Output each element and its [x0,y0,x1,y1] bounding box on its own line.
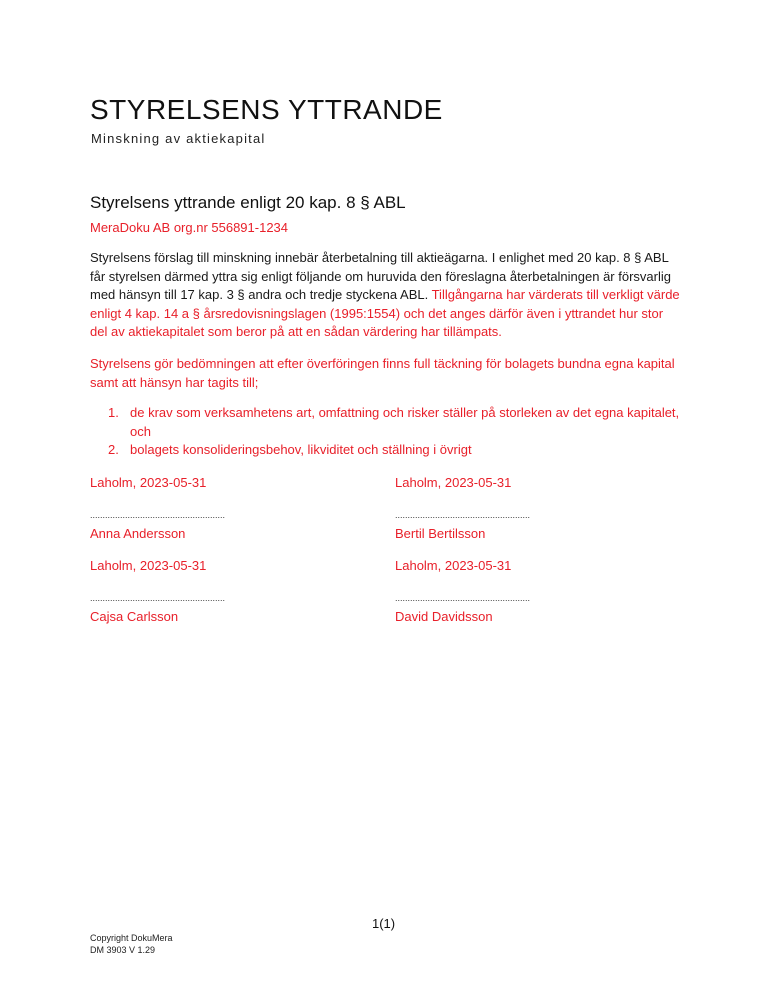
signature-place-date: Laholm, 2023-05-31 [395,558,512,573]
signature-place-date: Laholm, 2023-05-31 [90,475,207,490]
signature-line: ...................................................... [395,593,531,603]
signatory-name: Cajsa Carlsson [90,609,179,624]
signatory-name: David Davidsson [395,609,493,624]
page-number: 1(1) [372,916,396,931]
footer-doc-id: DM 3903 V 1.29 [90,945,156,955]
company-info: MeraDoku AB org.nr 556891-1234 [90,220,289,235]
list-item-number: 2. [108,442,119,457]
criteria-list [90,404,680,460]
signature-line: ...................................................... [395,510,531,520]
document-subtitle: Minskning av aktiekapital [91,131,266,146]
document-title: STYRELSENS YTTRANDE [90,94,443,125]
list-item-text: bolagets konsolideringsbehov, likviditet och ställning i övrigt [130,442,472,457]
paragraph-1-highlight: Tillgångarna har värderats till verkligt värde enligt 4 kap. 14 a § årsredovisningslagen (1995:1554) och det anges därför även i yttrandet hur stor del av aktiekapitalet som beror på att en sådan värdering har tillämpats. [90,287,680,339]
paragraph-2: Styrelsens gör bedömningen att efter överföringen finns full täckning för bolagets bundna egna kapital samt att hänsyn har tagits till; [90,356,675,390]
section-heading: Styrelsens yttrande enligt 20 kap. 8 § ABL [90,193,406,212]
signature-place-date: Laholm, 2023-05-31 [395,475,512,490]
signature-line: ...................................................... [90,593,226,603]
list-item [90,404,680,441]
signatory-name: Anna Andersson [90,526,186,541]
footer-copyright: Copyright DokuMera [90,933,173,943]
paragraph-1-text: Styrelsens förslag till minskning innebär återbetalning till aktieägarna. I enlighet med 20 kap. 8 § ABL får styrelsen därmed yttra sig enligt följande om huruvida den föreslagna återbetalningen är försvarlig med hänsyn till 17 kap. 3 § andra och tredje styckena ABL. [90,250,671,302]
list-item [90,441,680,460]
paragraph-1 [90,249,680,342]
list-item-number: 1. [108,405,119,420]
signature-place-date: Laholm, 2023-05-31 [90,558,207,573]
list-item-text: de krav som verksamhetens art, omfattning och risker ställer på storleken av det egna kapitalet, och [130,405,680,439]
signatory-name: Bertil Bertilsson [395,526,486,541]
signature-line: ...................................................... [90,510,226,520]
